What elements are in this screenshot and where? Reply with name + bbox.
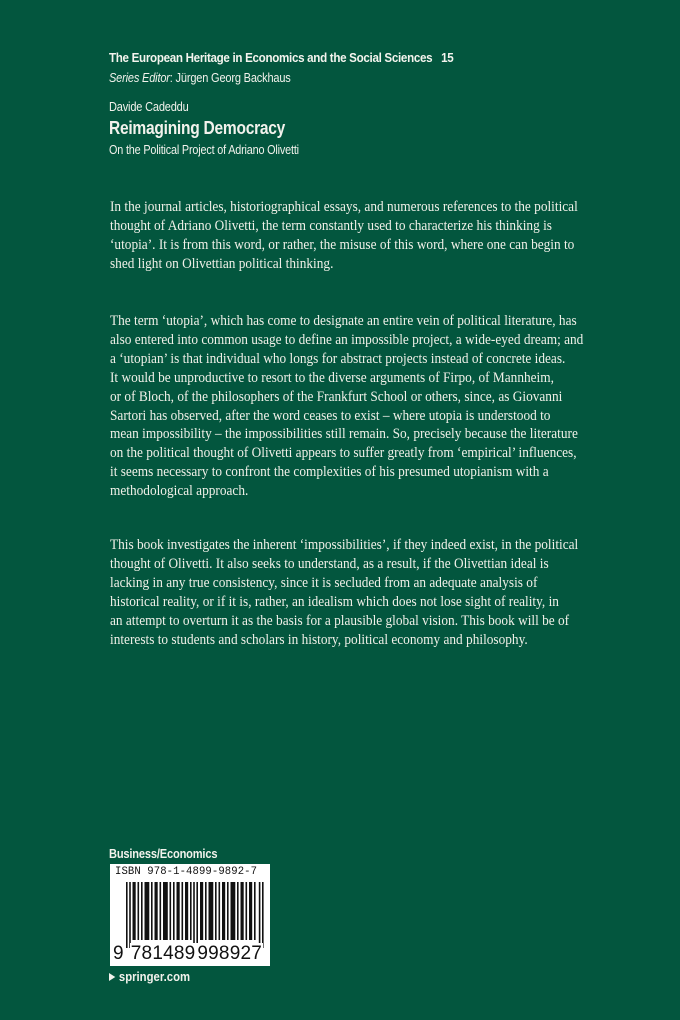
triangle-right-icon [109,973,115,981]
blurb-line: It would be unproductive to resort to the diverse arguments of Firpo, of Mannheim, [110,369,554,386]
blurb-paragraph-1 [110,198,614,274]
blurb-line: mean impossibility – the impossibilities still remain. So, precisely because the literature [110,426,578,443]
series-editor [109,70,291,85]
series-editor-name: : Jürgen Georg Backhaus [169,70,291,85]
blurb-line: it seems necessary to confront the complexities of his presumed utopianism with a [110,464,549,481]
blurb-line: a ‘utopian’ is that individual who longs for abstract projects instead of concrete ideas. [110,350,566,367]
blurb-paragraph-3 [110,536,614,649]
book-title: Reimagining Democracy [109,117,286,138]
barcode-icon [126,882,264,948]
blurb-line: ‘utopia’. It is from this word, or rather, the misuse of this word, where one can begin to [110,236,575,253]
blurb-line: also entered into common usage to define an impossible project, a wide-eyed dream; and [110,331,584,348]
blurb-line: In the journal articles, historiographical essays, and numerous references to the political [110,199,578,215]
series-name: The European Heritage in Economics and the Social Sciences [109,50,433,65]
blurb-line: on the political thought of Olivetti appears to suffer greatly from ‘empirical’ influences, [110,445,577,462]
blurb-line: interests to students and scholars in history, political economy and philosophy. [110,631,528,648]
blurb-paragraph-2 [110,312,614,501]
series-title [109,50,453,65]
blurb-line: historical reality, or if it is, rather, an idealism which does not lose sight of reality, in [110,593,559,610]
blurb-line: methodological approach. [110,483,249,500]
isbn-label: ISBN 978-1-4899-9892-7 [115,866,258,878]
blurb-line: Sartori has observed, after the word ceases to exist – where utopia is understood to [110,407,551,424]
blurb-line: or of Bloch, of the philosophers of the Frankfurt School or others, since, as Giovanni [110,388,563,405]
series-volume: 15 [441,50,454,65]
blurb-line: thought of Olivetti. It also seeks to understand, as a result, if the Olivettian ideal is [110,555,549,572]
ean-right-group: 998927 [197,943,262,964]
publisher-website-label: springer.com [118,970,191,984]
ean-first-digit: 9 [113,943,124,964]
blurb-line: an attempt to overturn it as the basis for a plausible global vision. This book will be of [110,612,570,629]
blurb-line: This book investigates the inherent ‘impossibilities’, if they indeed exist, in the political [110,537,579,553]
book-author: Davide Cadeddu [109,99,189,114]
publisher-website[interactable] [109,970,190,984]
ean-left-group: 781489 [130,943,196,964]
isbn-barcode [110,864,270,966]
book-subtitle: On the Political Project of Adriano Olivetti [109,143,299,157]
blurb-line: shed light on Olivettian political thinking. [110,255,334,272]
blurb-line: lacking in any true consistency, since it is secluded from an adequate analysis of [110,574,538,591]
ean-number [113,943,263,965]
subject-category: Business/Economics [109,847,218,861]
series-editor-label: Series Editor [109,70,170,85]
blurb-line: thought of Adriano Olivetti, the term constantly used to characterize his thinking is [110,217,552,234]
blurb-line: The term ‘utopia’, which has come to designate an entire vein of political literature, has [110,313,577,329]
